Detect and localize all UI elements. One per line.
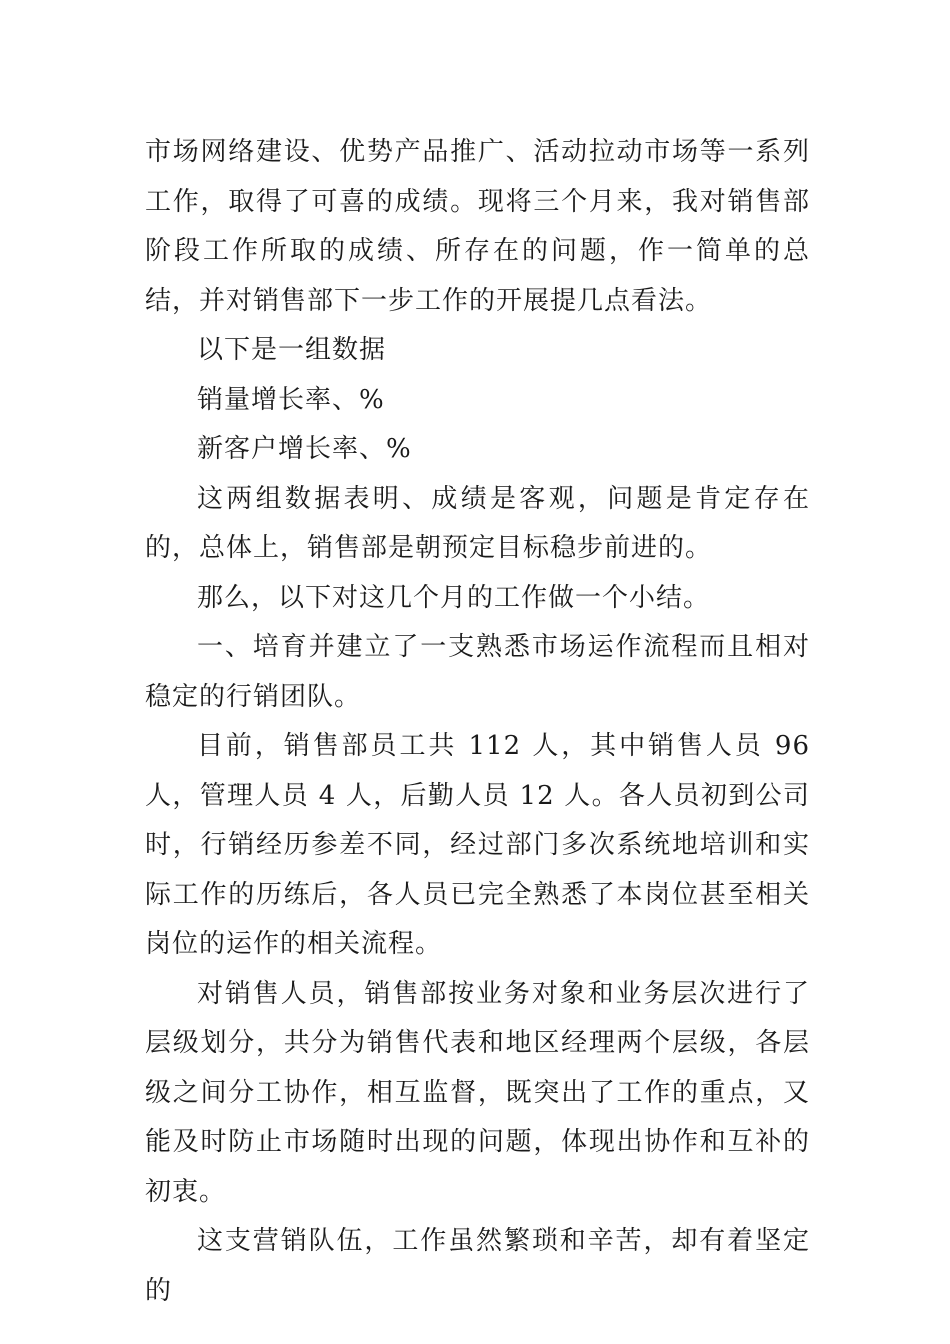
paragraph-summary-intro: 那么，以下对这几个月的工作做一个小结。 bbox=[197, 582, 711, 613]
paragraph-sales-tiers: 对销售人员，销售部按业务对象和业务层次进行了层级划分，共分为销售代表和地区经理两个层级，各层级之间分工协作，相互监督，既突出了工作的重点，又能及时防止市场随时出现的问题，体现出协作和互补的初衷。 bbox=[145, 978, 810, 1207]
paragraph-data-intro: 以下是一组数据 bbox=[197, 335, 387, 365]
document-body bbox=[145, 128, 810, 1316]
paragraph-sales-growth: 销量增长率、% bbox=[197, 384, 385, 415]
paragraph-team-continued: 这支营销队伍，工作虽然繁琐和辛苦，却有着坚定的 bbox=[145, 1226, 810, 1306]
paragraph-continued-intro: 市场网络建设、优势产品推广、活动拉动市场等一系列工作，取得了可喜的成绩。现将三个月来，我对销售部阶段工作所取的成绩、所存在的问题，作一简单的总结，并对销售部下一步工作的开展提几点看法。 bbox=[145, 137, 810, 316]
paragraph-new-customer-growth: 新客户增长率、% bbox=[197, 434, 412, 464]
paragraph-staff-numbers: 目前，销售部员工共 112 人，其中销售人员 96 人，管理人员 4 人，后勤人员 12 人。各人员初到公司时，行销经历参差不同，经过部门多次系统地培训和实际工作的历练后，各人员已完全熟悉了本岗位甚至相关岗位的运作的相关流程。 bbox=[145, 731, 810, 959]
paragraph-data-conclusion: 这两组数据表明、成绩是客观，问题是肯定存在的，总体上，销售部是朝预定目标稳步前进的。 bbox=[145, 483, 810, 563]
paragraph-section-one-heading: 一、培育并建立了一支熟悉市场运作流程而且相对稳定的行销团队。 bbox=[145, 632, 810, 712]
